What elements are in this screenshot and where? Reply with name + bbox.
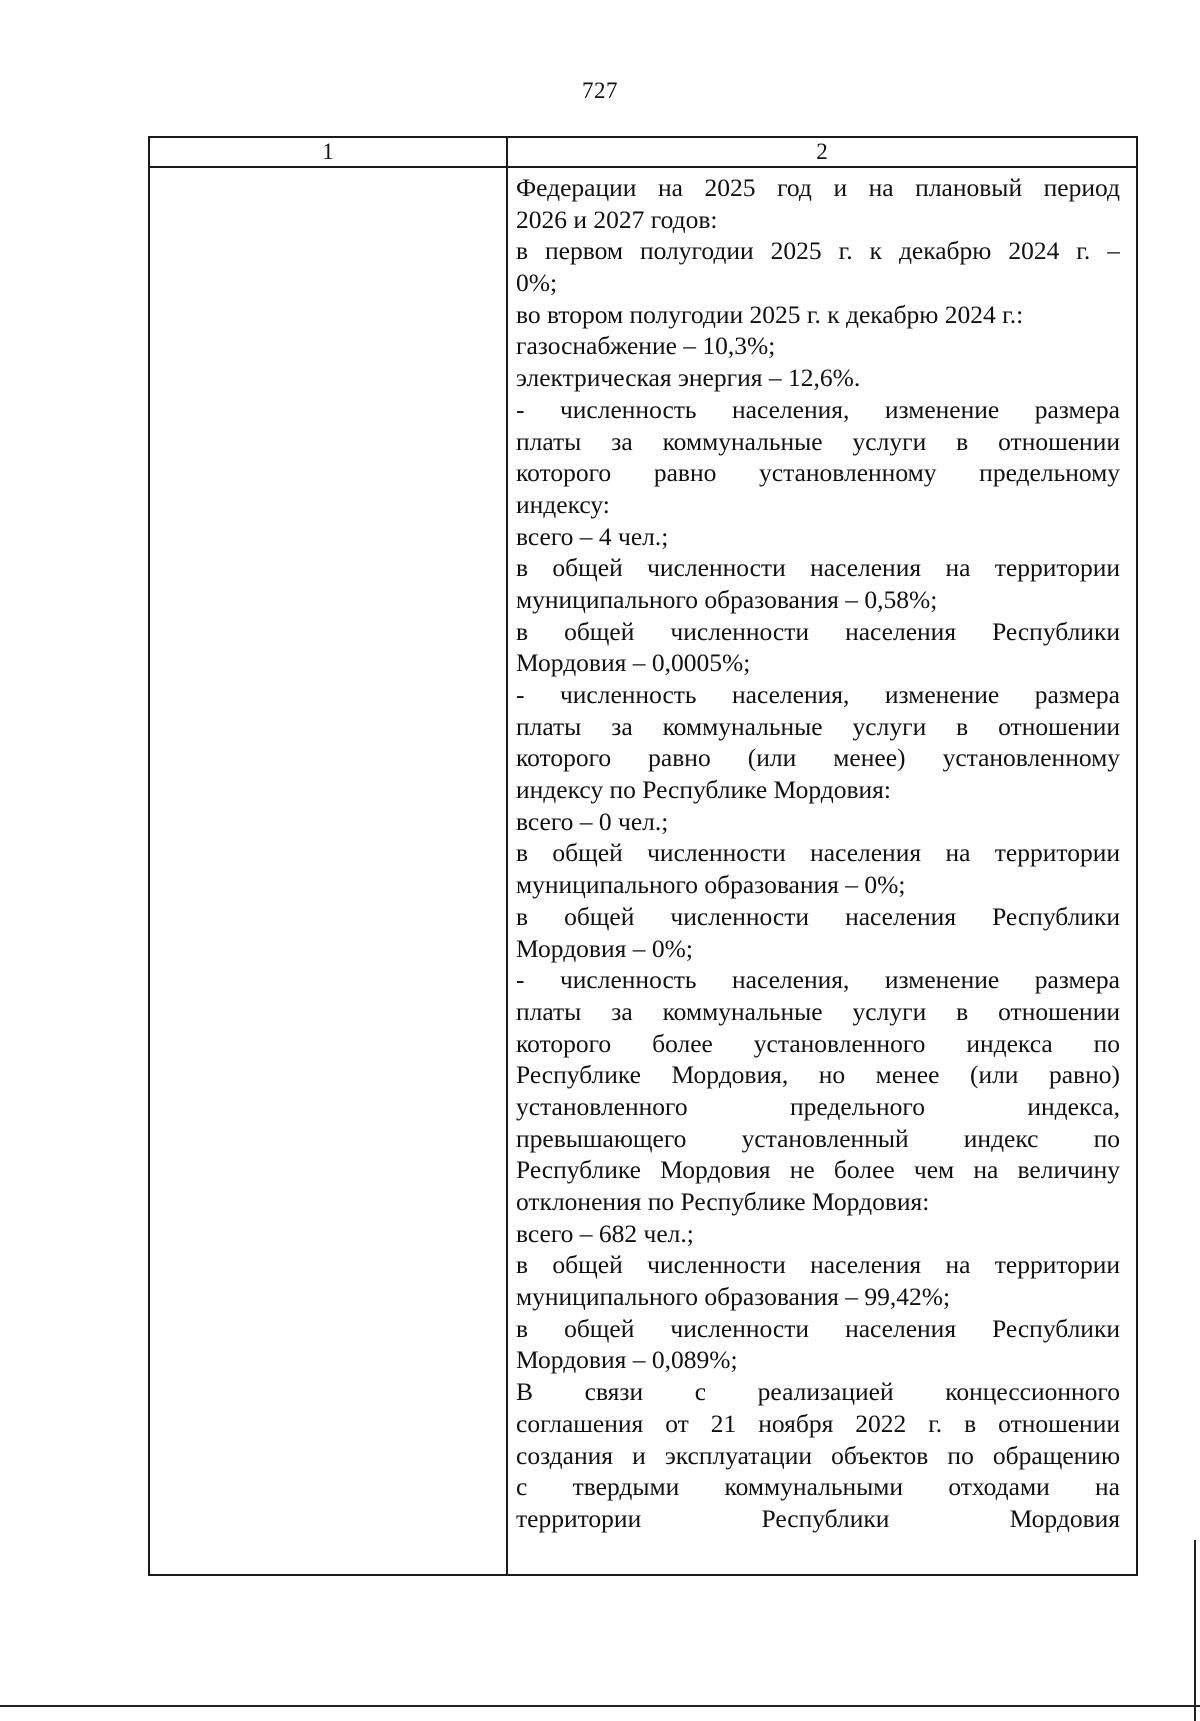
table-cell-column-2 (510, 168, 1124, 1574)
text-line: Мордовия – 0,089%; (516, 1345, 738, 1375)
text-line: муниципального образования – 0,58%; (516, 584, 938, 614)
text-line: - численность населения, изменение размера (516, 680, 1120, 709)
text-line: в общей численности населения Республики (516, 1313, 1120, 1343)
table-cell-column-1 (150, 168, 506, 1574)
text-line: индексу: (516, 489, 610, 519)
text-line: Республике Мордовия, но менее (или равно) (516, 1060, 1120, 1090)
text-line: которого равно установленному предельному (516, 458, 1120, 488)
text-line: - численность населения, изменение размера (516, 965, 1120, 995)
text-line: Мордовия – 0%; (516, 933, 693, 963)
text-line: в общей численности населения на территории (516, 1250, 1120, 1280)
text-line: с твердыми коммунальными отходами на (516, 1472, 1120, 1502)
column-divider (506, 138, 508, 1574)
text-line: всего – 682 чел.; (516, 1218, 694, 1248)
text-line: В связи с реализацией концессионного (516, 1377, 1120, 1407)
text-line: в общей численности населения Республики (516, 616, 1120, 646)
text-line: платы за коммунальные услуги в отношении (516, 426, 1120, 456)
text-line: газоснабжение – 10,3%; (516, 331, 776, 361)
text-line: всего – 0 чел.; (516, 806, 669, 836)
text-line: установленного предельного индекса, (516, 1091, 1120, 1121)
text-line: 0%; (516, 268, 558, 298)
scan-edge-bottom (0, 1705, 1200, 1707)
table-header-row (150, 138, 1136, 168)
document-table (148, 136, 1138, 1576)
text-line: во втором полугодии 2025 г. к декабрю 2024 г.: (516, 299, 1024, 329)
text-line: соглашения от 21 ноября 2022 г. в отношении (516, 1408, 1120, 1438)
text-line: создания и эксплуатации объектов по обращению (516, 1440, 1120, 1470)
text-line: в общей численности населения Республики (516, 901, 1120, 931)
page-number: 727 (582, 78, 618, 103)
text-line: территории Республики Мордовия (516, 1503, 1120, 1533)
text-line: 2026 и 2027 годов: (516, 204, 718, 234)
text-line: которого более установленного индекса по (516, 1028, 1120, 1058)
text-line: - численность населения, изменение размера (516, 394, 1120, 424)
text-line: отклонения по Республике Мордовия: (516, 1187, 930, 1216)
text-line: муниципального образования – 0%; (516, 870, 906, 900)
text-line: платы за коммунальные услуги в отношении (516, 711, 1120, 741)
text-line: Мордовия – 0,0005%; (516, 648, 751, 678)
text-line: в первом полугодии 2025 г. к декабрю 2024 г. – (516, 236, 1120, 266)
text-line: Республике Мордовия не более чем на величину (516, 1155, 1120, 1185)
scan-edge-right (1194, 1540, 1196, 1721)
text-line: в общей численности населения на территории (516, 553, 1120, 583)
text-line: превышающего установленный индекс по (516, 1123, 1120, 1153)
text-line: индексу по Республике Мордовия: (516, 775, 891, 805)
text-line: в общей численности населения на территории (516, 838, 1120, 868)
text-line: муниципального образования – 99,42%; (516, 1282, 951, 1312)
text-line: которого равно (или менее) установленному (516, 743, 1120, 773)
column-header-1: 1 (322, 139, 334, 164)
text-line: Федерации на 2025 год и на плановый период (516, 173, 1120, 202)
text-line: всего – 4 чел.; (516, 521, 669, 551)
column-header-2: 2 (816, 139, 828, 164)
text-line: платы за коммунальные услуги в отношении (516, 996, 1120, 1026)
text-line: электрическая энергия – 12,6%. (516, 363, 861, 393)
